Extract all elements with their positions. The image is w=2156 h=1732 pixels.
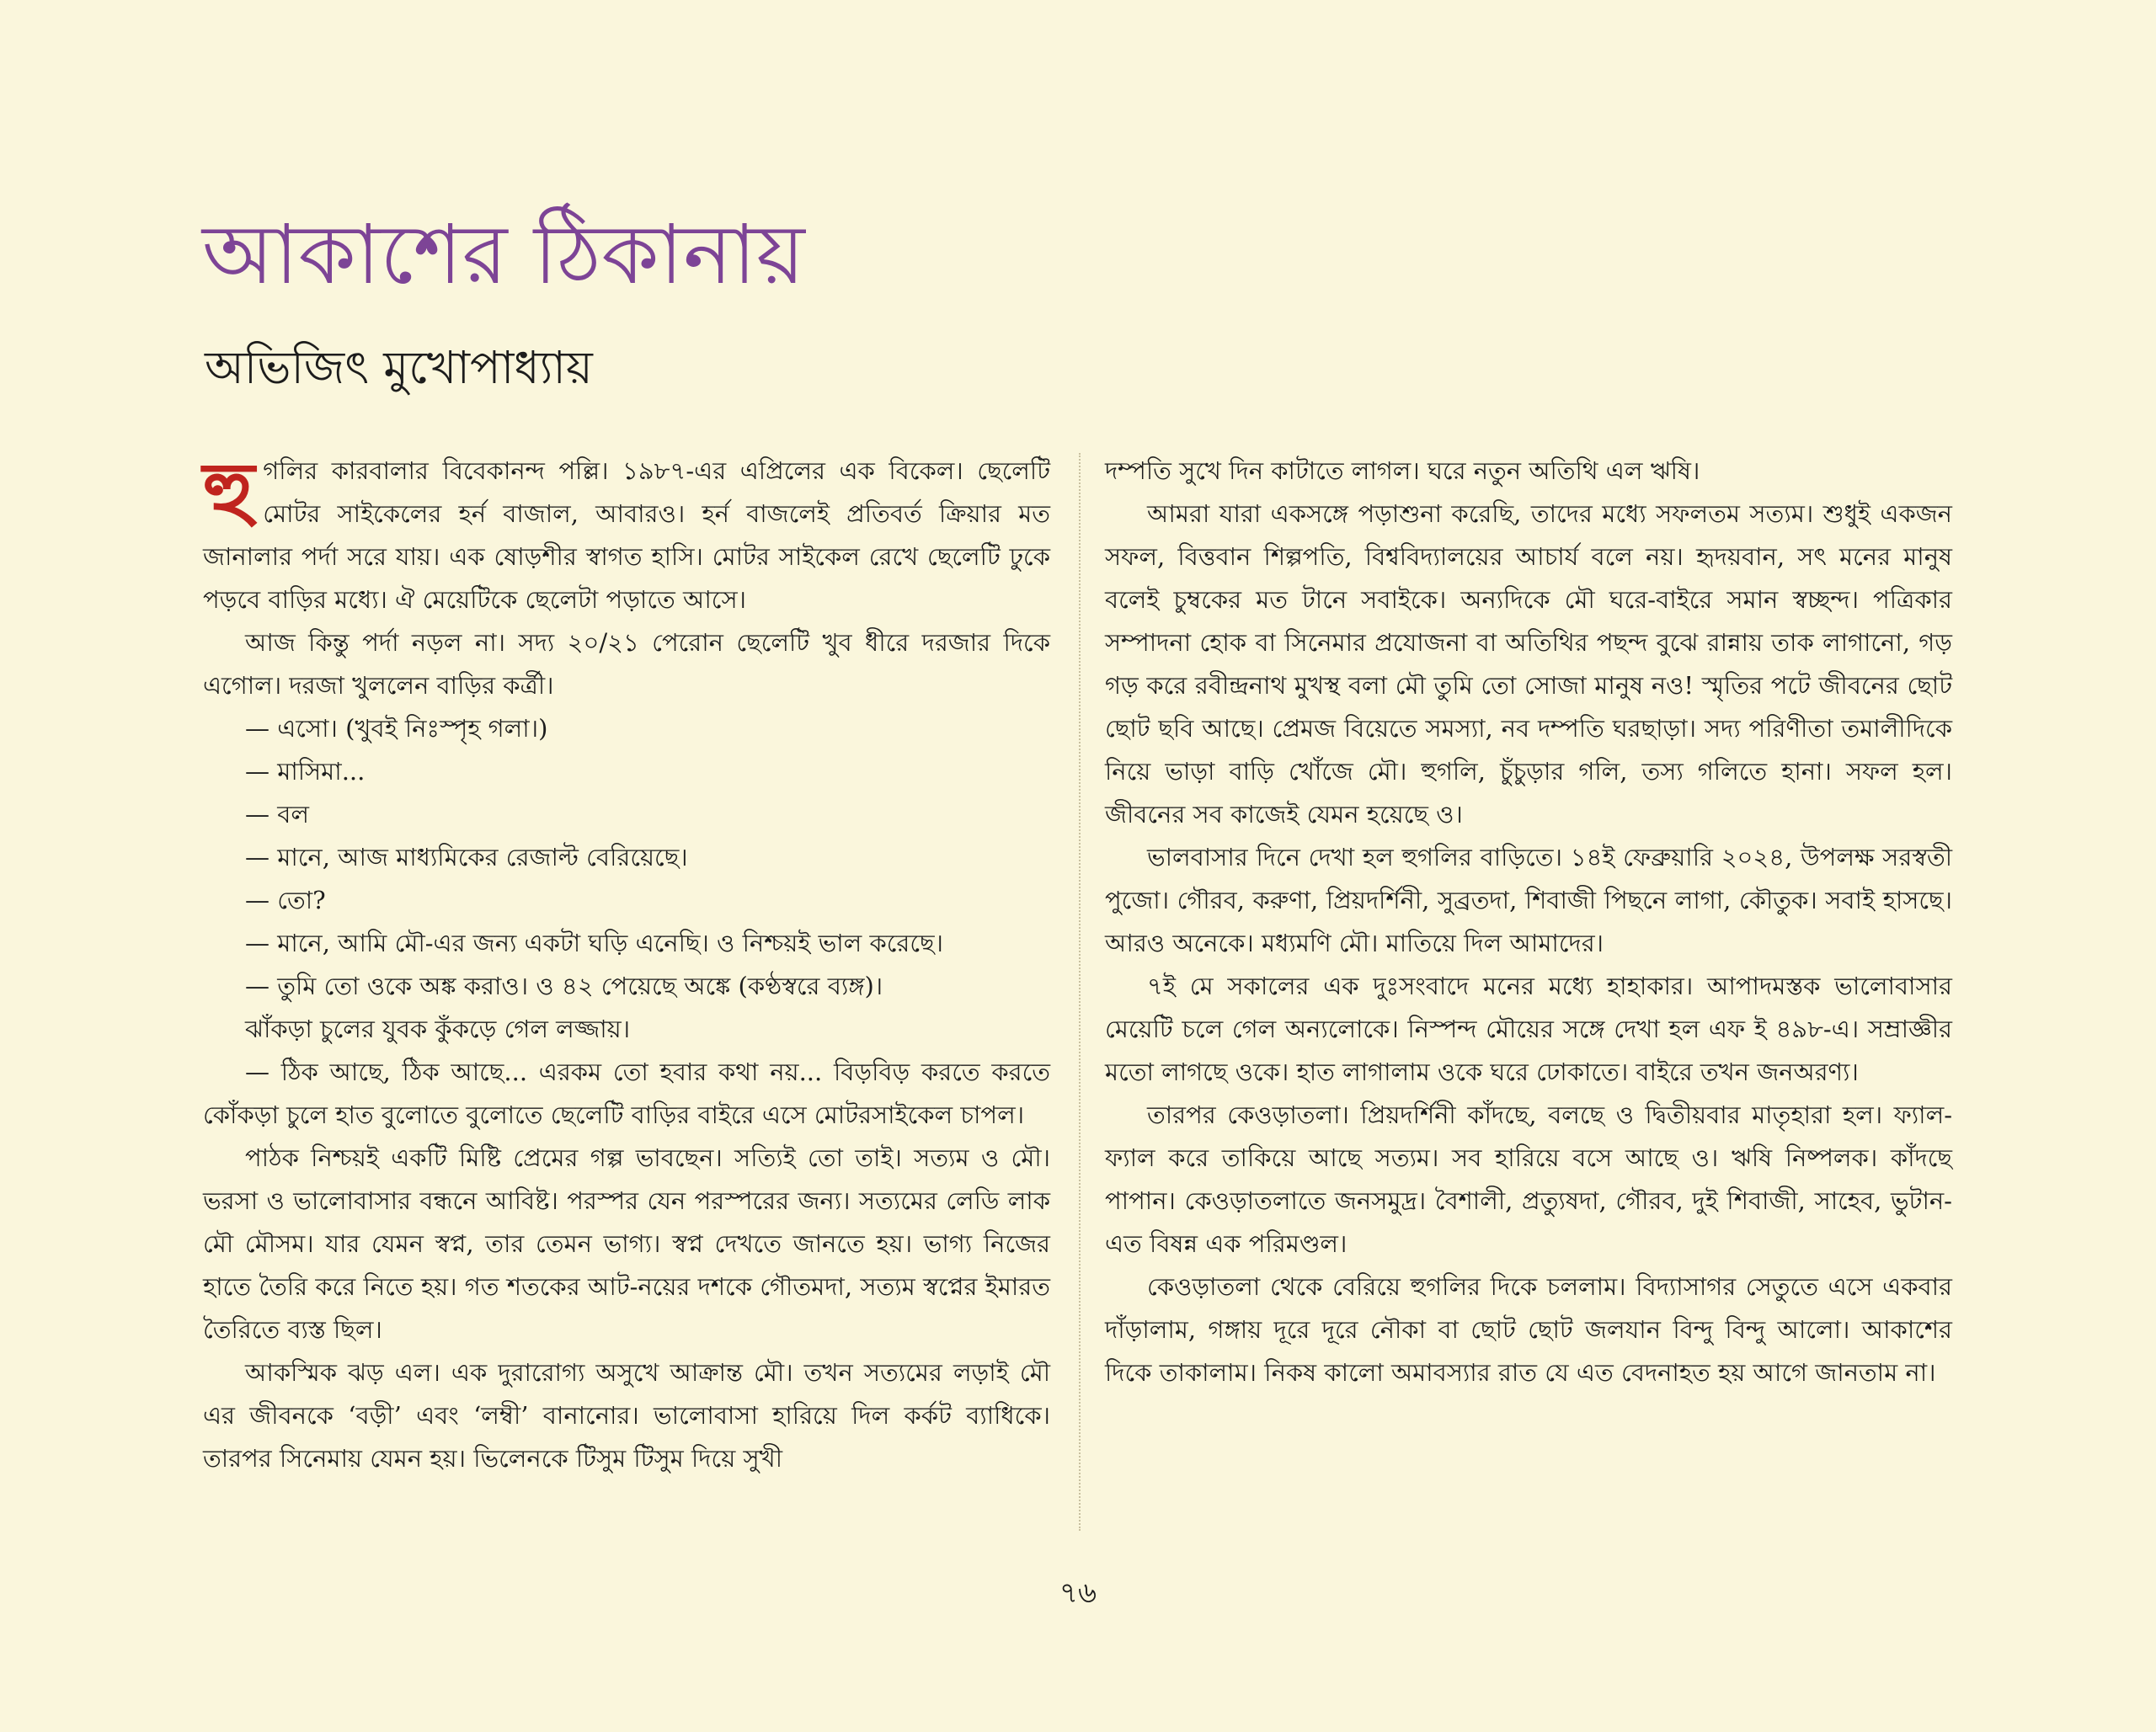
left-text-column <box>203 444 1050 1480</box>
dialogue-line: — তো? <box>245 886 326 914</box>
dialogue-line: — তুমি তো ওকে অঙ্ক করাও। ও ৪২ পেয়েছে অঙ্কে (কণ্ঠস্বরে ব্যঙ্গ)। <box>245 972 883 1000</box>
paragraph: দম্পতি সুখে দিন কাটাতে লাগল। ঘরে নতুন অতিথি এল ঋষি। <box>1105 456 1700 485</box>
article-title: আকাশের ঠিকানায় <box>202 207 805 303</box>
paragraph-text: গলির কারবালার বিবেকানন্দ পল্লি। ১৯৮৭-এর এপ্রিলের এক বিকেল। ছেলেটি মোটর সাইকেলের হর্ন বাজাল, আবারও। হর্ন বাজলেই প্রতিবর্ত ক্রিয়ার মত জানালার পর্দা সরে যায়। এক ষোড়শীর স্বাগত হাসি। মোটর সাইকেল রেখে ছেলেটি ঢুকে পড়বে বাড়ির মধ্যে। ঐ মেয়েটিকে ছেলেটা পড়াতে আসে। <box>203 456 1050 614</box>
paragraph: আকস্মিক ঝড় এল। এক দুরারোগ্য অসুখে আক্রান্ত মৌ। তখন সত্যমের লড়াই মৌ এর জীবনকে ‘বড়ী’ এবং ‘লম্বী’ বানানোর। ভালোবাসা হারিয়ে দিল কর্কট ব্যাধিকে। তারপর সিনেমায় যেমন হয়। ভিলেনকে টিসুম টিসুম দিয়ে সুখী <box>203 1358 1050 1473</box>
dialogue-line: — মানে, আমি মৌ-এর জন্য একটা ঘড়ি এনেছি। ও নিশ্চয়ই ভাল করেছে। <box>245 929 943 957</box>
drop-cap: হু <box>203 444 255 539</box>
paragraph: ৭ই মে সকালের এক দুঃসংবাদে মনের মধ্যে হাহাকার। আপাদমস্তক ভালোবাসার মেয়েটি চলে গেল অন্যলোকে। নিস্পন্দ মৌয়ের সঙ্গে দেখা হল এফ ই ৪৯৮-এ। সম্রাজ্ঞীর মতো লাগছে ওকে। হাত লাগালাম ওকে ঘরে ঢোকাতে। বাইরে তখন জনঅরণ্য। <box>1105 972 1952 1086</box>
paragraph: কেওড়াতলা থেকে বেরিয়ে হুগলির দিকে চললাম। বিদ্যাসাগর সেতুতে এসে একবার দাঁড়ালাম, গঙ্গায় দূরে দূরে নৌকা বা ছোট ছোট জলযান বিন্দু বিন্দু আলো। আকাশের দিকে তাকালাম। নিকষ কালো অমাবস্যার রাত যে এত বেদনাহত হয় আগে জানতাম না। <box>1105 1272 1952 1387</box>
paragraph: — ঠিক আছে, ঠিক আছে... এরকম তো হবার কথা নয়... বিড়বিড় করতে করতে কোঁকড়া চুলে হাত বুলোতে বুলোতে ছেলেটি বাড়ির বাইরে এসে মোটরসাইকেল চাপল। <box>203 1058 1050 1129</box>
author-name: অভিজিৎ মুখোপাধ্যায় <box>205 341 593 394</box>
right-text-column <box>1105 450 1952 1394</box>
paragraph: পাঠক নিশ্চয়ই একটি মিষ্টি প্রেমের গল্প ভাবছেন। সত্যিই তো তাই। সত্যম ও মৌ। ভরসা ও ভালোবাসার বন্ধনে আবিষ্ট। পরস্পর যেন পরস্পরের জন্য। সত্যমের লেডি লাক মৌ মৌসম। যার যেমন স্বপ্ন, তার তেমন ভাগ্য। স্বপ্ন দেখতে জানতে হয়। ভাগ্য নিজের হাতে তৈরি করে নিতে হয়। গত শতকের আট-নয়ের দশকে গৌতমদা, সত্যম স্বপ্নের ইমারত তৈরিতে ব্যস্ত ছিল। <box>203 1143 1050 1344</box>
paragraph: আজ কিন্তু পর্দা নড়ল না। সদ্য ২০/২১ পেরোন ছেলেটি খুব ধীরে দরজার দিকে এগোল। দরজা খুললেন বাড়ির কর্ত্রী। <box>203 628 1050 700</box>
paragraph: ঝাঁকড়া চুলের যুবক কুঁকড়ে গেল লজ্জায়। <box>245 1015 631 1043</box>
paragraph <box>203 444 1050 621</box>
dialogue-line: — বল <box>245 800 309 829</box>
column-divider <box>1079 453 1081 1531</box>
dialogue-line: — এসো। (খুবই নিঃস্পৃহ গলা।) <box>245 714 548 743</box>
dialogue-line: — মাসিমা... <box>245 757 366 786</box>
paragraph: তারপর কেওড়াতলা। প্রিয়দর্শিনী কাঁদছে, বলছে ও দ্বিতীয়বার মাতৃহারা হল। ফ্যাল-ফ্যাল করে তাকিয়ে আছে সত্যম। সব হারিয়ে বসে আছে ও। ঋষি নিষ্পলক। কাঁদছে পাপান। কেওড়াতলাতে জনসমুদ্র। বৈশালী, প্রত্যুষদা, গৌরব, দুই শিবাজী, সাহেব, ভুটান-এত বিষন্ন এক পরিমণ্ডল। <box>1105 1100 1952 1258</box>
paragraph: আমরা যারা একসঙ্গে পড়াশুনা করেছি, তাদের মধ্যে সফলতম সত্যম। শুধুই একজন সফল, বিত্তবান শিল্পপতি, বিশ্ববিদ্যালয়ের আচার্য বলে নয়। হৃদয়বান, সৎ মনের মানুষ বলেই চুম্বকের মত টানে সবাইকে। অন্যদিকে মৌ ঘরে-বাইরে সমান স্বচ্ছন্দ। পত্রিকার সম্পাদনা হোক বা সিনেমার প্রযোজনা বা অতিথির পছন্দ বুঝে রান্নায় তাক লাগানো, গড় গড় করে রবীন্দ্রনাথ মুখস্থ বলা মৌ তুমি তো সোজা মানুষ নও! স্মৃতির পটে জীবনের ছোট ছোট ছবি আছে। প্রেমজ বিয়েতে সমস্যা, নব দম্পতি ঘরছাড়া। সদ্য পরিণীতা তমালীদিকে নিয়ে ভাড়া বাড়ি খোঁজে মৌ। হুগলি, চুঁচুড়ার গলি, তস্য গলিতে হানা। সফল হল। জীবনের সব কাজেই যেমন হয়েছে ও। <box>1105 499 1952 829</box>
page-number: ৭৬ <box>1059 1576 1097 1610</box>
dialogue-line: — মানে, আজ মাধ্যমিকের রেজাল্ট বেরিয়েছে। <box>245 843 688 871</box>
paragraph: ভালবাসার দিনে দেখা হল হুগলির বাড়িতে। ১৪ই ফেব্রুয়ারি ২০২৪, উপলক্ষ সরস্বতী পুজো। গৌরব, করুণা, প্রিয়দর্শিনী, সুব্রতদা, শিবাজী পিছনে লাগা, কৌতুক। সবাই হাসছে। আরও অনেকে। মধ্যমণি মৌ। মাতিয়ে দিল আমাদের। <box>1105 843 1952 957</box>
